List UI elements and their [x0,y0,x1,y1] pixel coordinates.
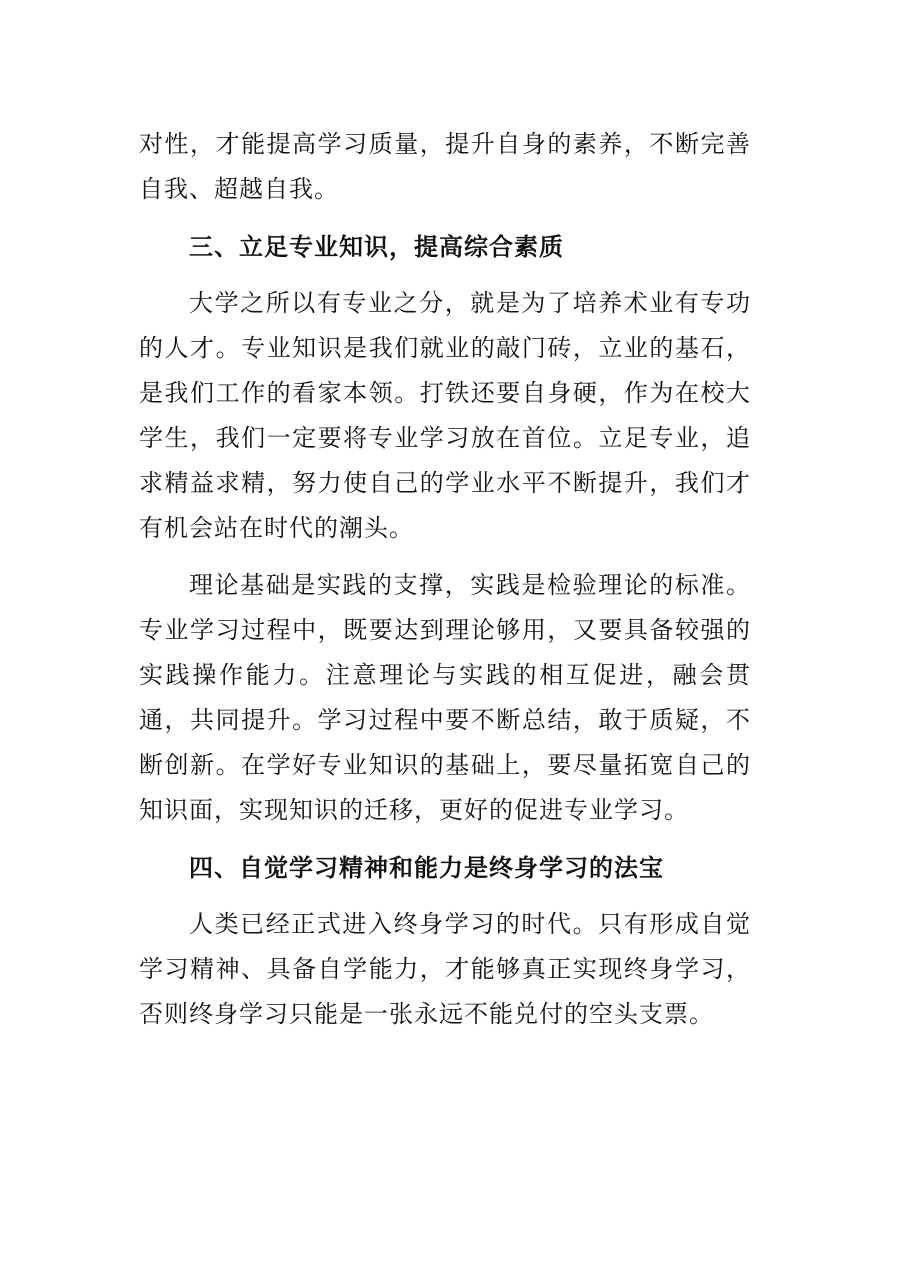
section-heading-4: 四、自觉学习精神和能力是终身学习的法宝 [189,853,664,882]
paragraph-continued: 对性，才能提高学习质量，提升自身的素养，不断完善自我、超越自我。 [139,130,751,203]
section-heading-3: 三、立足专业知识，提高综合素质 [189,232,564,261]
paragraph-specialty: 大学之所以有专业之分，就是为了培养术业有专功的人才。专业知识是我们就业的敲门砖，立业的基石，是我们工作的看家本领。打铁还要自身硬，作为在校大学生，我们一定要将专业学习放在首位。立足专业，追求精益求精，努力使自己的学业水平不断提升，我们才有机会站在时代的潮头。 [139,289,751,542]
document-body [139,122,751,1037]
paragraph-theory-practice: 理论基础是实践的支撑，实践是检验理论的标准。专业学习过程中，既要达到理论够用，又要具备较强的实践操作能力。注意理论与实践的相互促进，融会贯通，共同提升。学习过程中要不断总结，敢于质疑，不断创新。在学好专业知识的基础上，要尽量拓宽自己的知识面，实现知识的迁移，更好的促进专业学习。 [139,571,751,824]
paragraph-lifelong-learning: 人类已经正式进入终身学习的时代。只有形成自觉学习精神、具备自学能力，才能够真正实现终身学习，否则终身学习只能是一张永远不能兑付的空头支票。 [139,910,751,1028]
